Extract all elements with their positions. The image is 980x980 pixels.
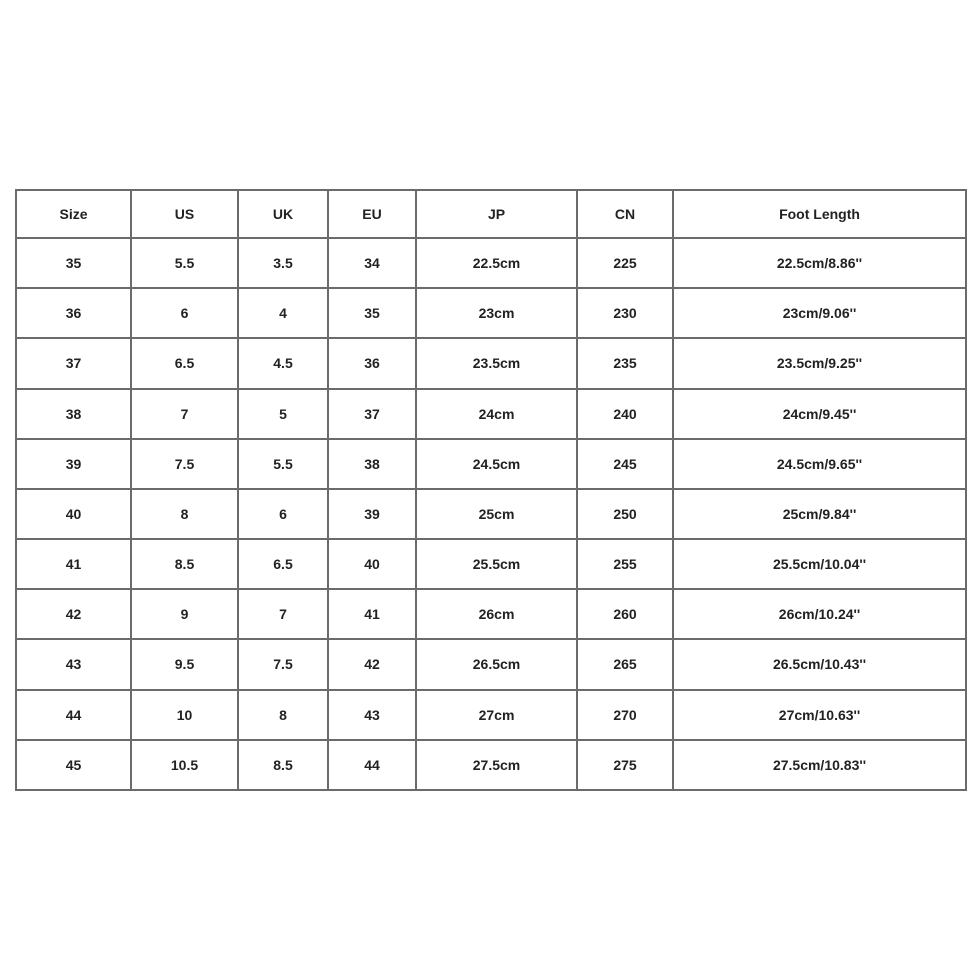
cell-uk: 4 — [238, 288, 328, 338]
column-header-size: Size — [16, 190, 131, 238]
cell-cn: 225 — [577, 238, 673, 288]
cell-cn: 230 — [577, 288, 673, 338]
cell-foot-length: 24.5cm/9.65'' — [673, 439, 966, 489]
cell-us: 9.5 — [131, 639, 238, 689]
cell-jp: 27cm — [416, 690, 577, 740]
cell-foot-length: 23cm/9.06'' — [673, 288, 966, 338]
table-row — [16, 338, 966, 388]
cell-size: 35 — [16, 238, 131, 288]
cell-size: 36 — [16, 288, 131, 338]
cell-eu: 42 — [328, 639, 416, 689]
cell-cn: 265 — [577, 639, 673, 689]
column-header-uk: UK — [238, 190, 328, 238]
cell-foot-length: 26cm/10.24'' — [673, 589, 966, 639]
cell-uk: 5.5 — [238, 439, 328, 489]
cell-foot-length: 26.5cm/10.43'' — [673, 639, 966, 689]
cell-foot-length: 23.5cm/9.25'' — [673, 338, 966, 388]
cell-jp: 25.5cm — [416, 539, 577, 589]
cell-us: 10 — [131, 690, 238, 740]
cell-uk: 8.5 — [238, 740, 328, 790]
cell-us: 8 — [131, 489, 238, 539]
cell-jp: 22.5cm — [416, 238, 577, 288]
cell-cn: 245 — [577, 439, 673, 489]
cell-us: 7.5 — [131, 439, 238, 489]
cell-foot-length: 24cm/9.45'' — [673, 389, 966, 439]
cell-eu: 37 — [328, 389, 416, 439]
cell-cn: 240 — [577, 389, 673, 439]
cell-cn: 275 — [577, 740, 673, 790]
cell-foot-length: 27.5cm/10.83'' — [673, 740, 966, 790]
table-row — [16, 539, 966, 589]
cell-uk: 6 — [238, 489, 328, 539]
cell-cn: 250 — [577, 489, 673, 539]
cell-us: 6 — [131, 288, 238, 338]
cell-size: 45 — [16, 740, 131, 790]
cell-eu: 34 — [328, 238, 416, 288]
cell-jp: 26.5cm — [416, 639, 577, 689]
cell-jp: 23.5cm — [416, 338, 577, 388]
cell-jp: 24cm — [416, 389, 577, 439]
table-body — [16, 238, 966, 790]
cell-uk: 8 — [238, 690, 328, 740]
column-header-cn: CN — [577, 190, 673, 238]
cell-size: 38 — [16, 389, 131, 439]
cell-uk: 4.5 — [238, 338, 328, 388]
cell-us: 7 — [131, 389, 238, 439]
cell-cn: 255 — [577, 539, 673, 589]
cell-eu: 39 — [328, 489, 416, 539]
table-row — [16, 238, 966, 288]
cell-size: 42 — [16, 589, 131, 639]
column-header-foot-length: Foot Length — [673, 190, 966, 238]
cell-foot-length: 27cm/10.63'' — [673, 690, 966, 740]
cell-size: 43 — [16, 639, 131, 689]
cell-uk: 7.5 — [238, 639, 328, 689]
cell-foot-length: 22.5cm/8.86'' — [673, 238, 966, 288]
cell-uk: 5 — [238, 389, 328, 439]
cell-eu: 36 — [328, 338, 416, 388]
table-row — [16, 288, 966, 338]
cell-us: 10.5 — [131, 740, 238, 790]
cell-us: 9 — [131, 589, 238, 639]
cell-eu: 41 — [328, 589, 416, 639]
cell-uk: 6.5 — [238, 539, 328, 589]
cell-size: 41 — [16, 539, 131, 589]
table-row — [16, 439, 966, 489]
header-row — [16, 190, 966, 238]
cell-jp: 25cm — [416, 489, 577, 539]
table-row — [16, 690, 966, 740]
cell-jp: 27.5cm — [416, 740, 577, 790]
column-header-us: US — [131, 190, 238, 238]
cell-foot-length: 25.5cm/10.04'' — [673, 539, 966, 589]
cell-us: 8.5 — [131, 539, 238, 589]
table-row — [16, 740, 966, 790]
cell-uk: 3.5 — [238, 238, 328, 288]
cell-us: 5.5 — [131, 238, 238, 288]
table-row — [16, 589, 966, 639]
cell-eu: 44 — [328, 740, 416, 790]
cell-size: 37 — [16, 338, 131, 388]
cell-us: 6.5 — [131, 338, 238, 388]
cell-uk: 7 — [238, 589, 328, 639]
cell-jp: 24.5cm — [416, 439, 577, 489]
cell-eu: 38 — [328, 439, 416, 489]
table-row — [16, 389, 966, 439]
cell-cn: 235 — [577, 338, 673, 388]
cell-cn: 270 — [577, 690, 673, 740]
cell-eu: 35 — [328, 288, 416, 338]
table-row — [16, 639, 966, 689]
column-header-jp: JP — [416, 190, 577, 238]
table-row — [16, 489, 966, 539]
cell-foot-length: 25cm/9.84'' — [673, 489, 966, 539]
cell-size: 40 — [16, 489, 131, 539]
cell-size: 44 — [16, 690, 131, 740]
cell-cn: 260 — [577, 589, 673, 639]
cell-eu: 40 — [328, 539, 416, 589]
cell-size: 39 — [16, 439, 131, 489]
size-chart-table — [15, 189, 967, 791]
column-header-eu: EU — [328, 190, 416, 238]
cell-jp: 26cm — [416, 589, 577, 639]
cell-eu: 43 — [328, 690, 416, 740]
cell-jp: 23cm — [416, 288, 577, 338]
